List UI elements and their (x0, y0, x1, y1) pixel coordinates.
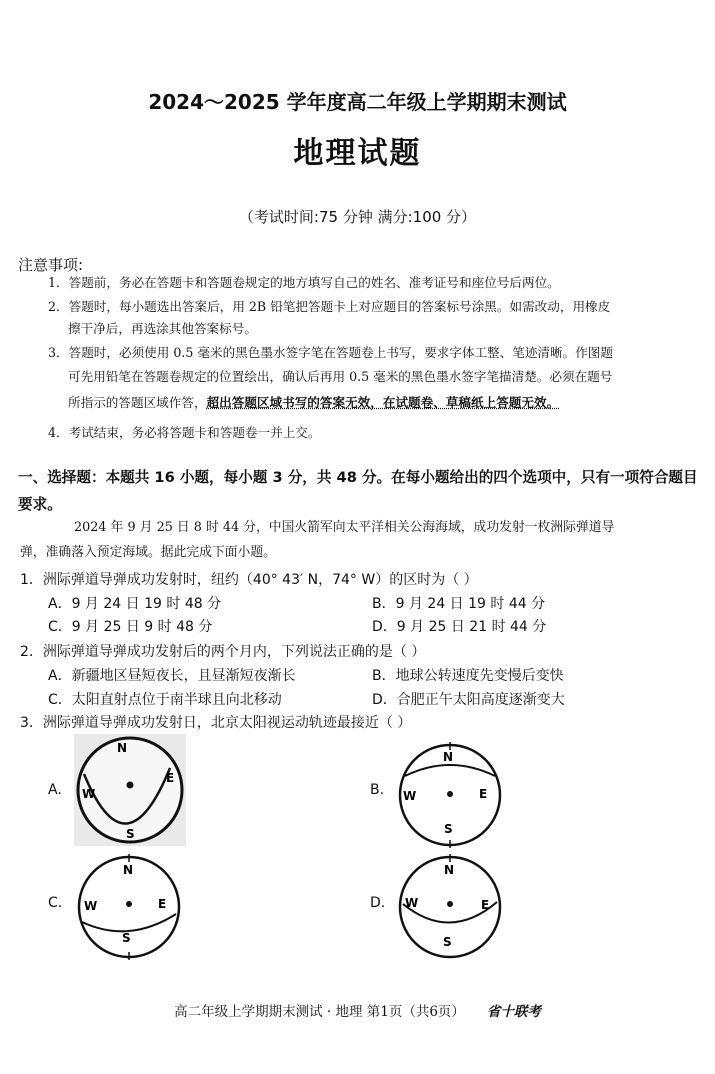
figure-d-south-label: S (443, 935, 452, 949)
section-heading: 一、选择题：本题共 16 小题，每小题 3 分，共 48 分。在每小题给出的四个选项中，只有一项符合题目要求。 (18, 469, 698, 513)
question-1-text: 1．洲际弹道导弹成功发射时，纽约（40° 43′ N，74° W）的区时为（ ） (20, 572, 478, 588)
figure-d-sun-path-diagram (395, 852, 505, 962)
figure-b-sun-path-diagram (395, 740, 505, 850)
notice-item-3-line-1: 3．答题时，必须使用 0.5 毫米的黑色墨水签字笔在答题卷上书写，要求字体工整、笔迹清晰。作图题 (48, 345, 613, 360)
figure-a-east-label: E (166, 771, 175, 785)
question-stem-line-1: 2024 年 9 月 25 日 8 时 44 分，中国火箭军向太平洋相关公海海域，成功发射一枚洲际弹道导 (74, 520, 615, 535)
figure-b-east-label: E (479, 787, 488, 801)
question-2-text: 2．洲际弹道导弹成功发射后的两个月内，下列说法正确的是（ ） (20, 644, 426, 660)
notice-item-2-line-1: 2．答题时，每小题选出答案后，用 2B 铅笔把答题卡上对应题目的答案标号涂黑。如需改动，用橡皮 (48, 299, 611, 314)
notice-item-3-line-2: 可先用铅笔在答题卷规定的位置绘出，确认后再用 0.5 毫米的黑色墨水签字笔描清楚。必须在题号 (68, 369, 613, 384)
figure-b-observer-dot (447, 791, 453, 797)
page-footer (0, 1000, 715, 1020)
figure-d-observer-dot (447, 901, 453, 907)
figure-a-sun-path-diagram (74, 734, 186, 846)
question-3-text: 3．洲际弹道导弹成功发射日，北京太阳视运动轨迹最接近（ ） (20, 715, 412, 731)
question-1-option-a: A．9 月 24 日 19 时 48 分 (48, 596, 222, 612)
question-2-option-c: C．太阳直射点位于南半球且向北移动 (48, 692, 282, 708)
figure-a-west-label: W (82, 787, 96, 801)
question-stem-line-2: 弹，准确落入预定海域。据此完成下面小题。 (20, 545, 276, 560)
figure-c-south-label: S (122, 931, 131, 945)
figure-c-north-label: N (123, 863, 134, 877)
figure-b-west-label: W (403, 789, 417, 803)
figure-d-north-label: N (444, 863, 455, 877)
question-1-option-b: B．9 月 24 日 19 时 44 分 (372, 596, 546, 612)
figure-d-label: D. (370, 895, 386, 911)
footer-brand: 省十联考 (486, 1004, 541, 1020)
exam-info: （考试时间:75 分钟 满分:100 分） (238, 208, 477, 226)
notice-item-1: 1．答题前，务必在答题卡和答题卷规定的地方填写自己的姓名、准考证号和座位号后两位。 (48, 275, 560, 290)
figure-c-sun-path-diagram (74, 852, 184, 962)
figure-a-north-label: N (117, 741, 128, 755)
notice-item-2-line-2: 擦干净后，再选涂其他答案标号。 (68, 321, 257, 336)
figure-c-east-label: E (158, 897, 167, 911)
notice-heading: 注意事项: (18, 256, 84, 274)
figure-c-label: C. (48, 895, 63, 911)
figure-b-label: B. (370, 782, 385, 798)
subject-title: 地理试题 (293, 136, 422, 171)
footer-text: 高二年级上学期期末测试 · 地理 第1页（共6页） (174, 1004, 465, 1020)
question-2-option-d: D．合肥正午太阳高度逐渐变大 (372, 692, 565, 708)
figure-c-observer-dot (126, 901, 132, 907)
notice-item-3-line-3 (68, 392, 698, 414)
figure-c-west-label: W (84, 899, 98, 913)
exam-title: 2024～2025 学年度高二年级上学期期末测试 (148, 90, 567, 114)
notice-item-3-emphasis: 超出答题区域书写的答案无效，在试题卷、草稿纸上答题无效。 (206, 395, 560, 410)
question-1-option-d: D．9 月 25 日 21 时 44 分 (372, 619, 547, 635)
question-2-option-b: B．地球公转速度先变慢后变快 (372, 668, 564, 684)
figure-a-label: A. (48, 782, 62, 798)
figure-d-west-label: W (405, 896, 419, 910)
figure-d-east-label: E (481, 898, 490, 912)
notice-item-3-plain: 所指示的答题区域作答， (68, 395, 207, 410)
figure-b-north-label: N (443, 750, 454, 764)
notice-item-4: 4．考试结束，务必将答题卡和答题卷一并上交。 (48, 425, 321, 440)
figure-a-south-label: S (126, 827, 135, 841)
question-1-option-c: C．9 月 25 日 9 时 48 分 (48, 619, 213, 635)
figure-a-observer-dot (127, 782, 134, 789)
question-2-option-a: A．新疆地区昼短夜长，且昼渐短夜渐长 (48, 668, 296, 684)
figure-b-south-label: S (444, 822, 453, 836)
